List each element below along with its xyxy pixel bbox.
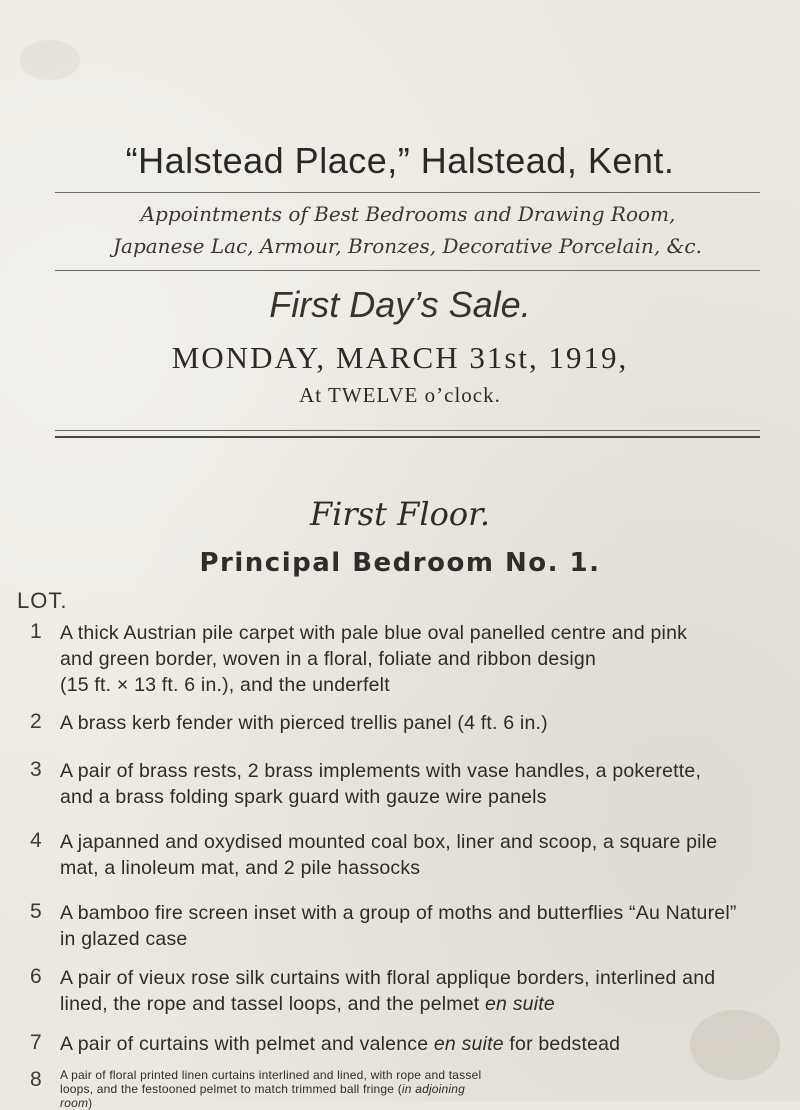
lot-line: A bamboo fire screen inset with a group of moths and butterflies “Au Naturel” — [60, 902, 737, 924]
lot-text-italic: en suite — [433, 1033, 504, 1055]
lot-text: ) — [88, 1096, 93, 1110]
lot-line: in glazed case — [60, 928, 188, 950]
lot-text-italic: room — [60, 1096, 89, 1110]
lot-line: (15 ft. × 13 ft. 6 in.), and the underfelt — [60, 674, 390, 696]
lot-line: mat, a linoleum mat, and 2 pile hassocks — [60, 857, 421, 879]
lot-number: 1 — [30, 620, 42, 643]
subtitle-line-1: Appointments of Best Bedrooms and Drawing Room, — [140, 202, 676, 226]
lot-description — [60, 829, 785, 881]
lot-description — [60, 710, 785, 736]
lot-description — [60, 758, 785, 810]
lot-line: A pair of brass rests, 2 brass implements with vase handles, a pokerette, — [60, 760, 702, 782]
paper-stain — [20, 40, 80, 80]
lot-column-heading: LOT. — [17, 588, 68, 613]
lot-text: A pair of curtains with pelmet and valence — [60, 1033, 434, 1055]
lot-number: 6 — [30, 965, 42, 988]
subtitle-line-2: Japanese Lac, Armour, Bronzes, Decorative Porcelain, &c. — [113, 234, 702, 258]
lot-line — [60, 991, 785, 1017]
lot-description — [60, 965, 785, 1017]
lot-description — [60, 1031, 785, 1057]
lot-line: A japanned and oxydised mounted coal box, liner and scoop, a square pile — [60, 831, 718, 853]
lot-line: A brass kerb fender with pierced trellis panel (4 ft. 6 in.) — [60, 712, 548, 734]
paper-stain — [690, 1010, 780, 1080]
section-rule-top — [55, 430, 760, 431]
lot-number: 4 — [30, 829, 42, 852]
lot-description — [60, 900, 785, 952]
lot-text-italic: en suite — [485, 993, 555, 1015]
lot-text: for bedstead — [503, 1033, 621, 1055]
lot-number: 8 — [30, 1068, 42, 1091]
room-heading: Principal Bedroom No. 1. — [199, 548, 601, 578]
lot-text: loops, and the festooned pelmet to match trimmed ball fringe ( — [60, 1082, 402, 1096]
lot-description — [60, 1068, 785, 1110]
lot-line — [60, 1096, 785, 1110]
lot-line: and a brass folding spark guard with gauze wire panels — [60, 786, 547, 808]
sale-date: MONDAY, MARCH 31st, 1919, — [171, 340, 629, 375]
lot-line: A pair of floral printed linen curtains interlined and lined, with rope and tassel — [60, 1068, 482, 1082]
lot-number: 7 — [30, 1031, 42, 1054]
lot-line: A pair of vieux rose silk curtains with floral applique borders, interlined and — [60, 967, 716, 989]
title-rule — [55, 192, 760, 193]
lot-line: and green border, woven in a floral, foliate and ribbon design — [60, 648, 597, 670]
lot-line: A thick Austrian pile carpet with pale blue oval panelled centre and pink — [60, 622, 688, 644]
page-title: “Halstead Place,” Halstead, Kent. — [125, 140, 675, 181]
section-rule-bottom — [55, 436, 760, 438]
lot-number: 5 — [30, 900, 42, 923]
lot-number: 3 — [30, 758, 42, 781]
lot-number: 2 — [30, 710, 42, 733]
lot-description — [60, 620, 785, 698]
sale-time: At TWELVE o’clock. — [299, 383, 501, 407]
sale-day-label: First Day’s Sale. — [269, 284, 531, 325]
lot-line — [60, 1031, 785, 1057]
floor-heading: First Floor. — [309, 495, 491, 533]
lot-text-italic: in adjoining — [401, 1082, 466, 1096]
lot-line — [60, 1082, 785, 1096]
subtitle-rule — [55, 270, 760, 271]
lot-text: lined, the rope and tassel loops, and the pelmet — [60, 993, 485, 1015]
